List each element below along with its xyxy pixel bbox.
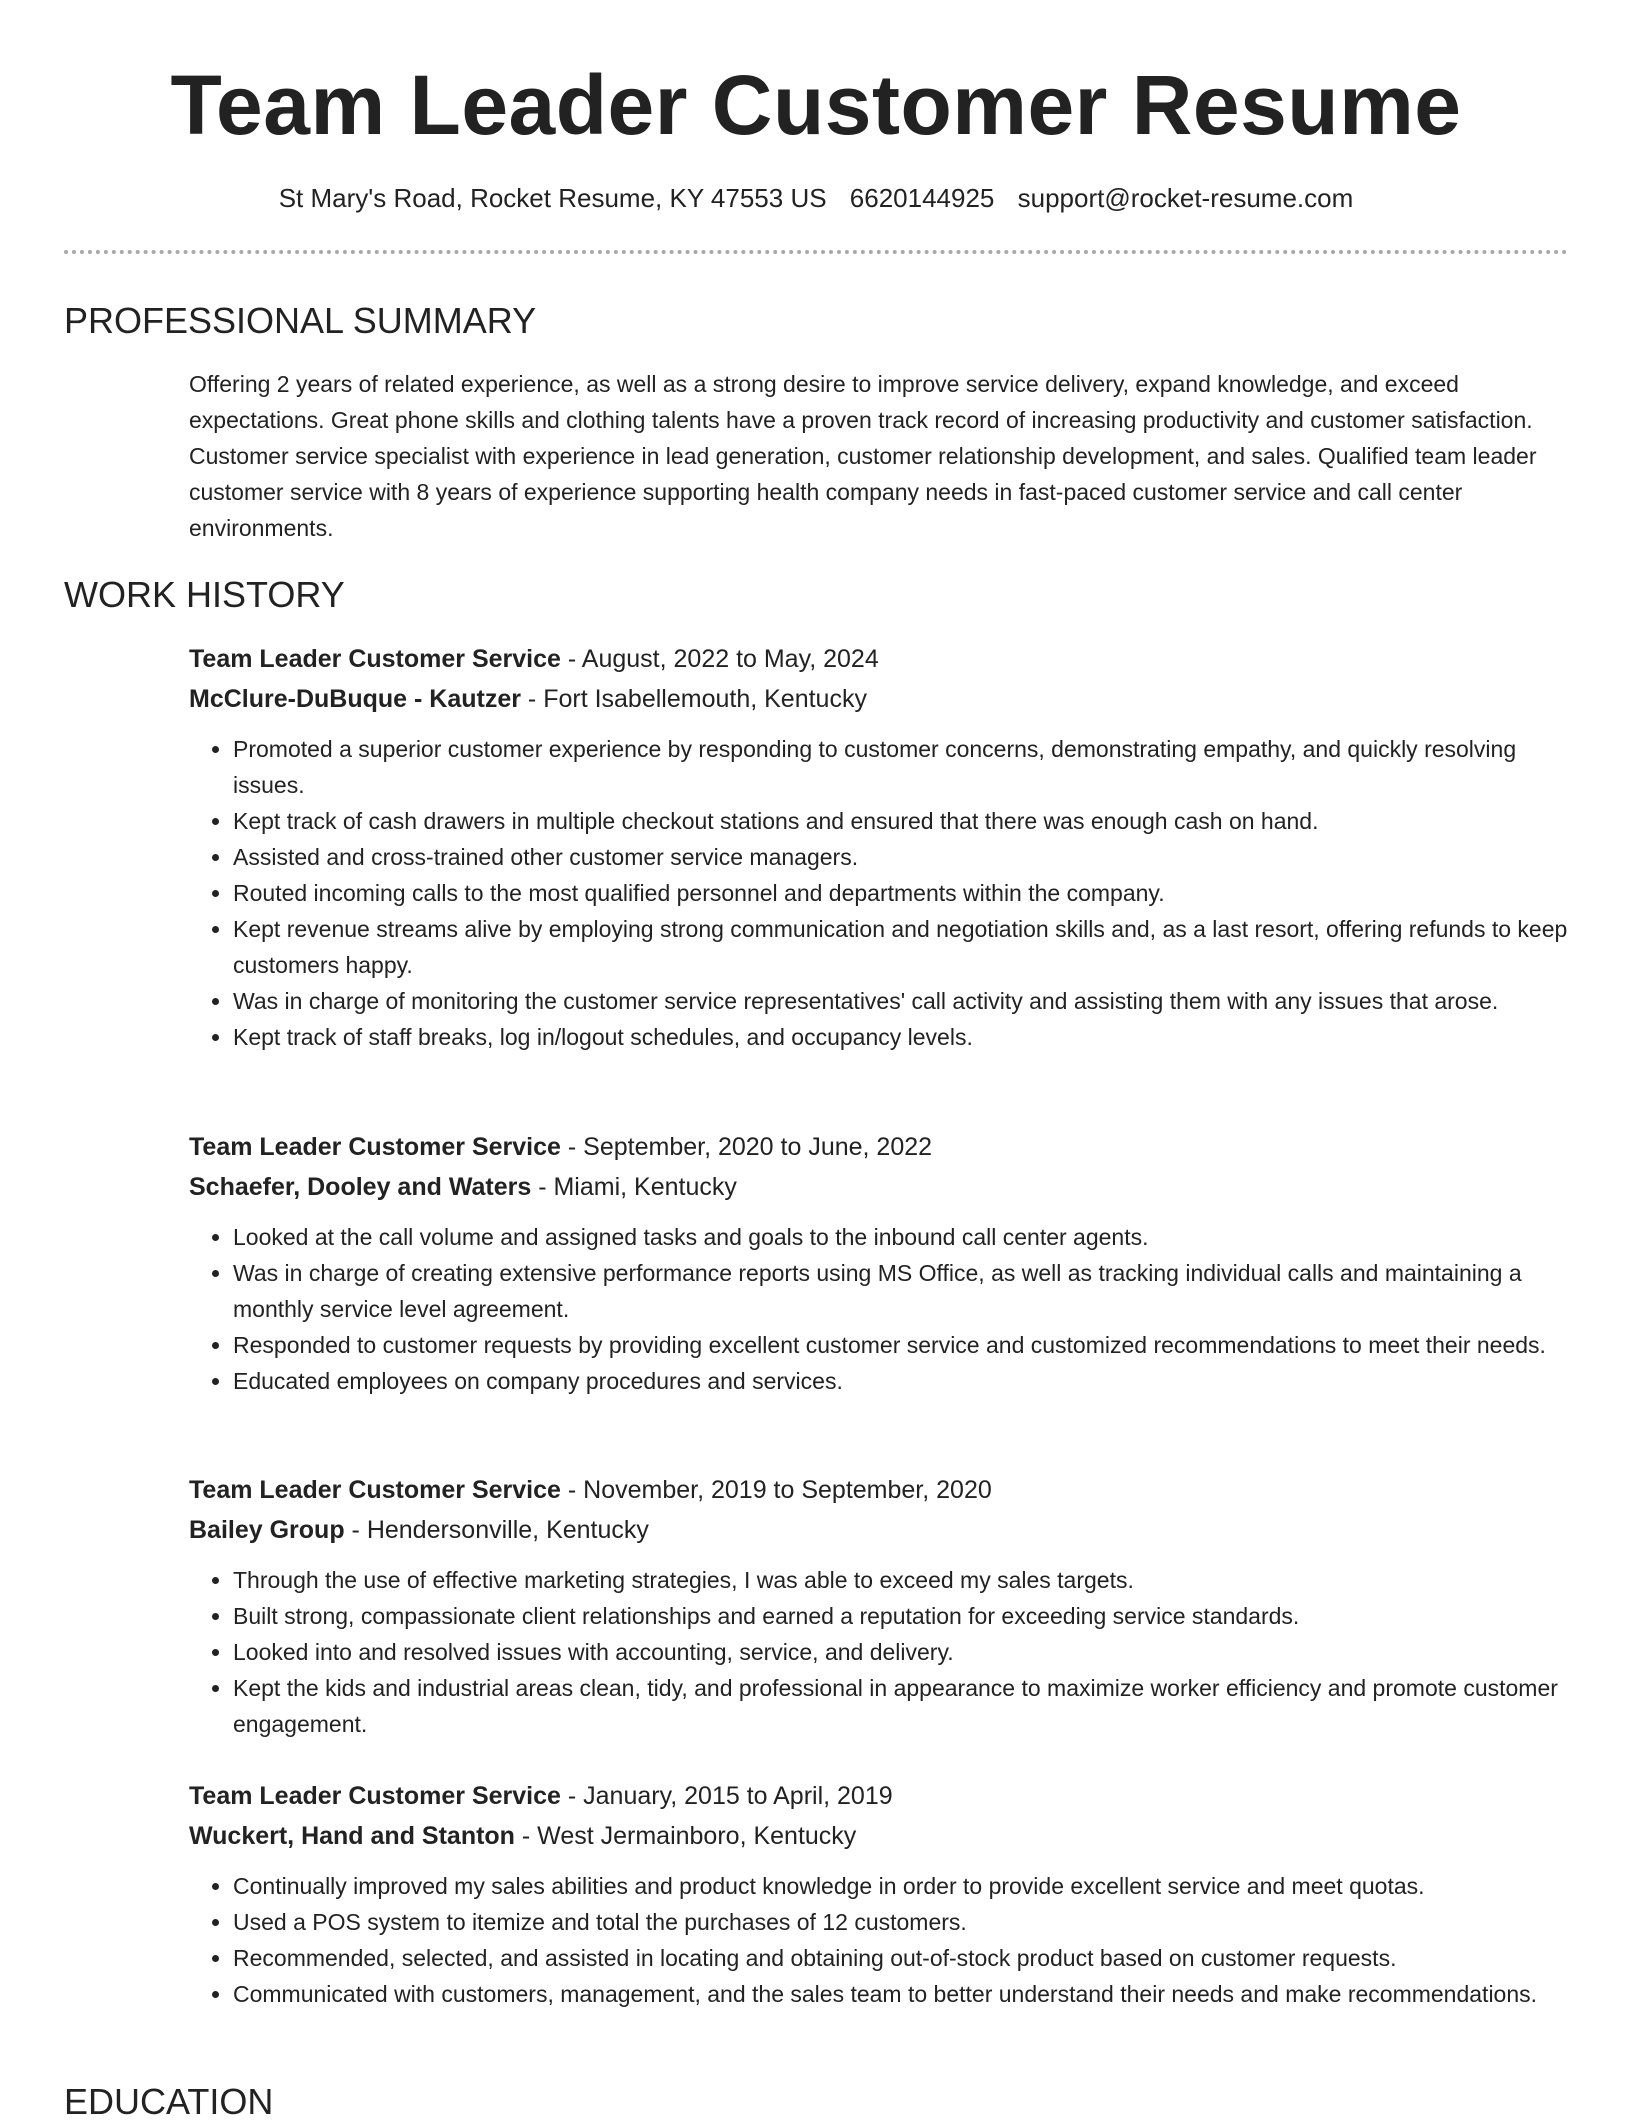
job-bullet: • Looked at the call volume and assigned tasks and goals to the inbound call center agents.: [233, 1219, 1569, 1255]
job-location: Miami, Kentucky: [553, 1173, 737, 1201]
job-bullets: [189, 731, 1569, 1055]
contact-line: [0, 180, 1632, 216]
job-dates: January, 2015 to April, 2019: [583, 1782, 893, 1810]
job-dates: August, 2022 to May, 2024: [581, 645, 879, 673]
job-title-line: [189, 1776, 1569, 1816]
job-bullet: • Kept track of staff breaks, log in/logout schedules, and occupancy levels.: [233, 1019, 1569, 1055]
job-bullet: • Educated employees on company procedures and services.: [233, 1363, 1569, 1399]
section-heading-summary: PROFESSIONAL SUMMARY: [64, 300, 537, 341]
job-location: Hendersonville, Kentucky: [366, 1516, 649, 1544]
summary-text: Offering 2 years of related experience, as well as a strong desire to improve service delivery, expand knowledge, and exceed expectations. Great phone skills and clothing talents have a proven track record of increasing productivity and customer satisfaction. Customer service specialist with experience in lead generation, customer relationship development, and sales. Qualified team leader customer service with 8 years of experience supporting health company needs in fast-paced customer service and call center environments.: [189, 371, 1537, 541]
job-company: Schaefer, Dooley and Waters: [189, 1173, 532, 1201]
job-location: West Jermainboro, Kentucky: [537, 1822, 857, 1850]
job-bullets: [189, 1868, 1569, 2012]
job-title: Team Leader Customer Service: [189, 1476, 561, 1504]
job-separator: -: [514, 1822, 538, 1850]
job-title: Team Leader Customer Service: [189, 645, 561, 673]
job-title: Team Leader Customer Service: [189, 1133, 561, 1161]
job-bullets: [189, 1219, 1569, 1399]
job-company: McClure-DuBuque - Kautzer: [189, 685, 521, 713]
job-separator: -: [531, 1173, 554, 1201]
job-separator: -: [560, 645, 582, 673]
job-location: Fort Isabellemouth, Kentucky: [543, 685, 867, 713]
job-company-line: [189, 1510, 1569, 1550]
job-dates: November, 2019 to September, 2020: [583, 1476, 992, 1504]
job-company-line: [189, 1167, 1569, 1207]
job-title: Team Leader Customer Service: [189, 1782, 561, 1810]
job-entry: [189, 1776, 1569, 2012]
job-bullets: [189, 1562, 1569, 1742]
contact-email: support@rocket-resume.com: [1017, 183, 1354, 213]
section-heading-education: EDUCATION: [64, 2081, 274, 2122]
job-separator: -: [520, 685, 544, 713]
job-dates: September, 2020 to June, 2022: [583, 1133, 933, 1161]
section-heading-work-history: WORK HISTORY: [64, 574, 345, 615]
job-title-line: [189, 639, 1569, 679]
contact-address: St Mary's Road, Rocket Resume, KY 47553 US: [278, 183, 827, 213]
job-company: Wuckert, Hand and Stanton: [189, 1822, 515, 1850]
job-company: Bailey Group: [189, 1516, 345, 1544]
job-bullet: • Through the use of effective marketing strategies, I was able to exceed my sales targets.: [233, 1562, 1569, 1598]
job-bullet: • Used a POS system to itemize and total the purchases of 12 customers.: [233, 1904, 1569, 1940]
job-bullet: • Was in charge of creating extensive performance reports using MS Office, as well as tracking individual calls and maintaining a monthly service level agreement.: [233, 1255, 1569, 1327]
job-bullet: • Assisted and cross-trained other customer service managers.: [233, 839, 1569, 875]
job-bullet: • Kept track of cash drawers in multiple checkout stations and ensured that there was enough cash on hand.: [233, 803, 1569, 839]
job-bullet: • Was in charge of monitoring the customer service representatives' call activity and assisting them with any issues that arose.: [233, 983, 1569, 1019]
job-entry: [189, 1470, 1569, 1742]
job-bullet: • Promoted a superior customer experience by responding to customer concerns, demonstrating empathy, and quickly resolving issues.: [233, 731, 1569, 803]
job-bullet: • Continually improved my sales abilities and product knowledge in order to provide excellent service and meet quotas.: [233, 1868, 1569, 1904]
job-bullet: • Looked into and resolved issues with accounting, service, and delivery.: [233, 1634, 1569, 1670]
job-bullet: • Kept revenue streams alive by employing strong communication and negotiation skills and, as a last resort, offering refunds to keep customers happy.: [233, 911, 1569, 983]
job-entry: [189, 1127, 1569, 1399]
job-bullet: • Communicated with customers, management, and the sales team to better understand their needs and make recommendations.: [233, 1976, 1569, 2012]
header-divider: [64, 250, 1568, 254]
job-separator: -: [560, 1476, 584, 1504]
job-separator: -: [344, 1516, 367, 1544]
job-bullet: • Recommended, selected, and assisted in locating and obtaining out-of-stock product based on customer requests.: [233, 1940, 1569, 1976]
job-company-line: [189, 679, 1569, 719]
contact-phone: 6620144925: [849, 183, 995, 213]
job-title-line: [189, 1470, 1569, 1510]
job-title-line: [189, 1127, 1569, 1167]
job-separator: -: [560, 1133, 584, 1161]
job-company-line: [189, 1816, 1569, 1856]
job-bullet: • Responded to customer requests by providing excellent customer service and customized recommendations to meet their needs.: [233, 1327, 1569, 1363]
job-bullet: • Routed incoming calls to the most qualified personnel and departments within the company.: [233, 875, 1569, 911]
job-bullet: • Built strong, compassionate client relationships and earned a reputation for exceeding service standards.: [233, 1598, 1569, 1634]
job-entry: [189, 639, 1569, 1055]
job-bullet: • Kept the kids and industrial areas clean, tidy, and professional in appearance to maximize worker efficiency and promote customer engagement.: [233, 1670, 1569, 1742]
job-separator: -: [560, 1782, 584, 1810]
resume-title: Team Leader Customer Resume: [170, 58, 1462, 152]
